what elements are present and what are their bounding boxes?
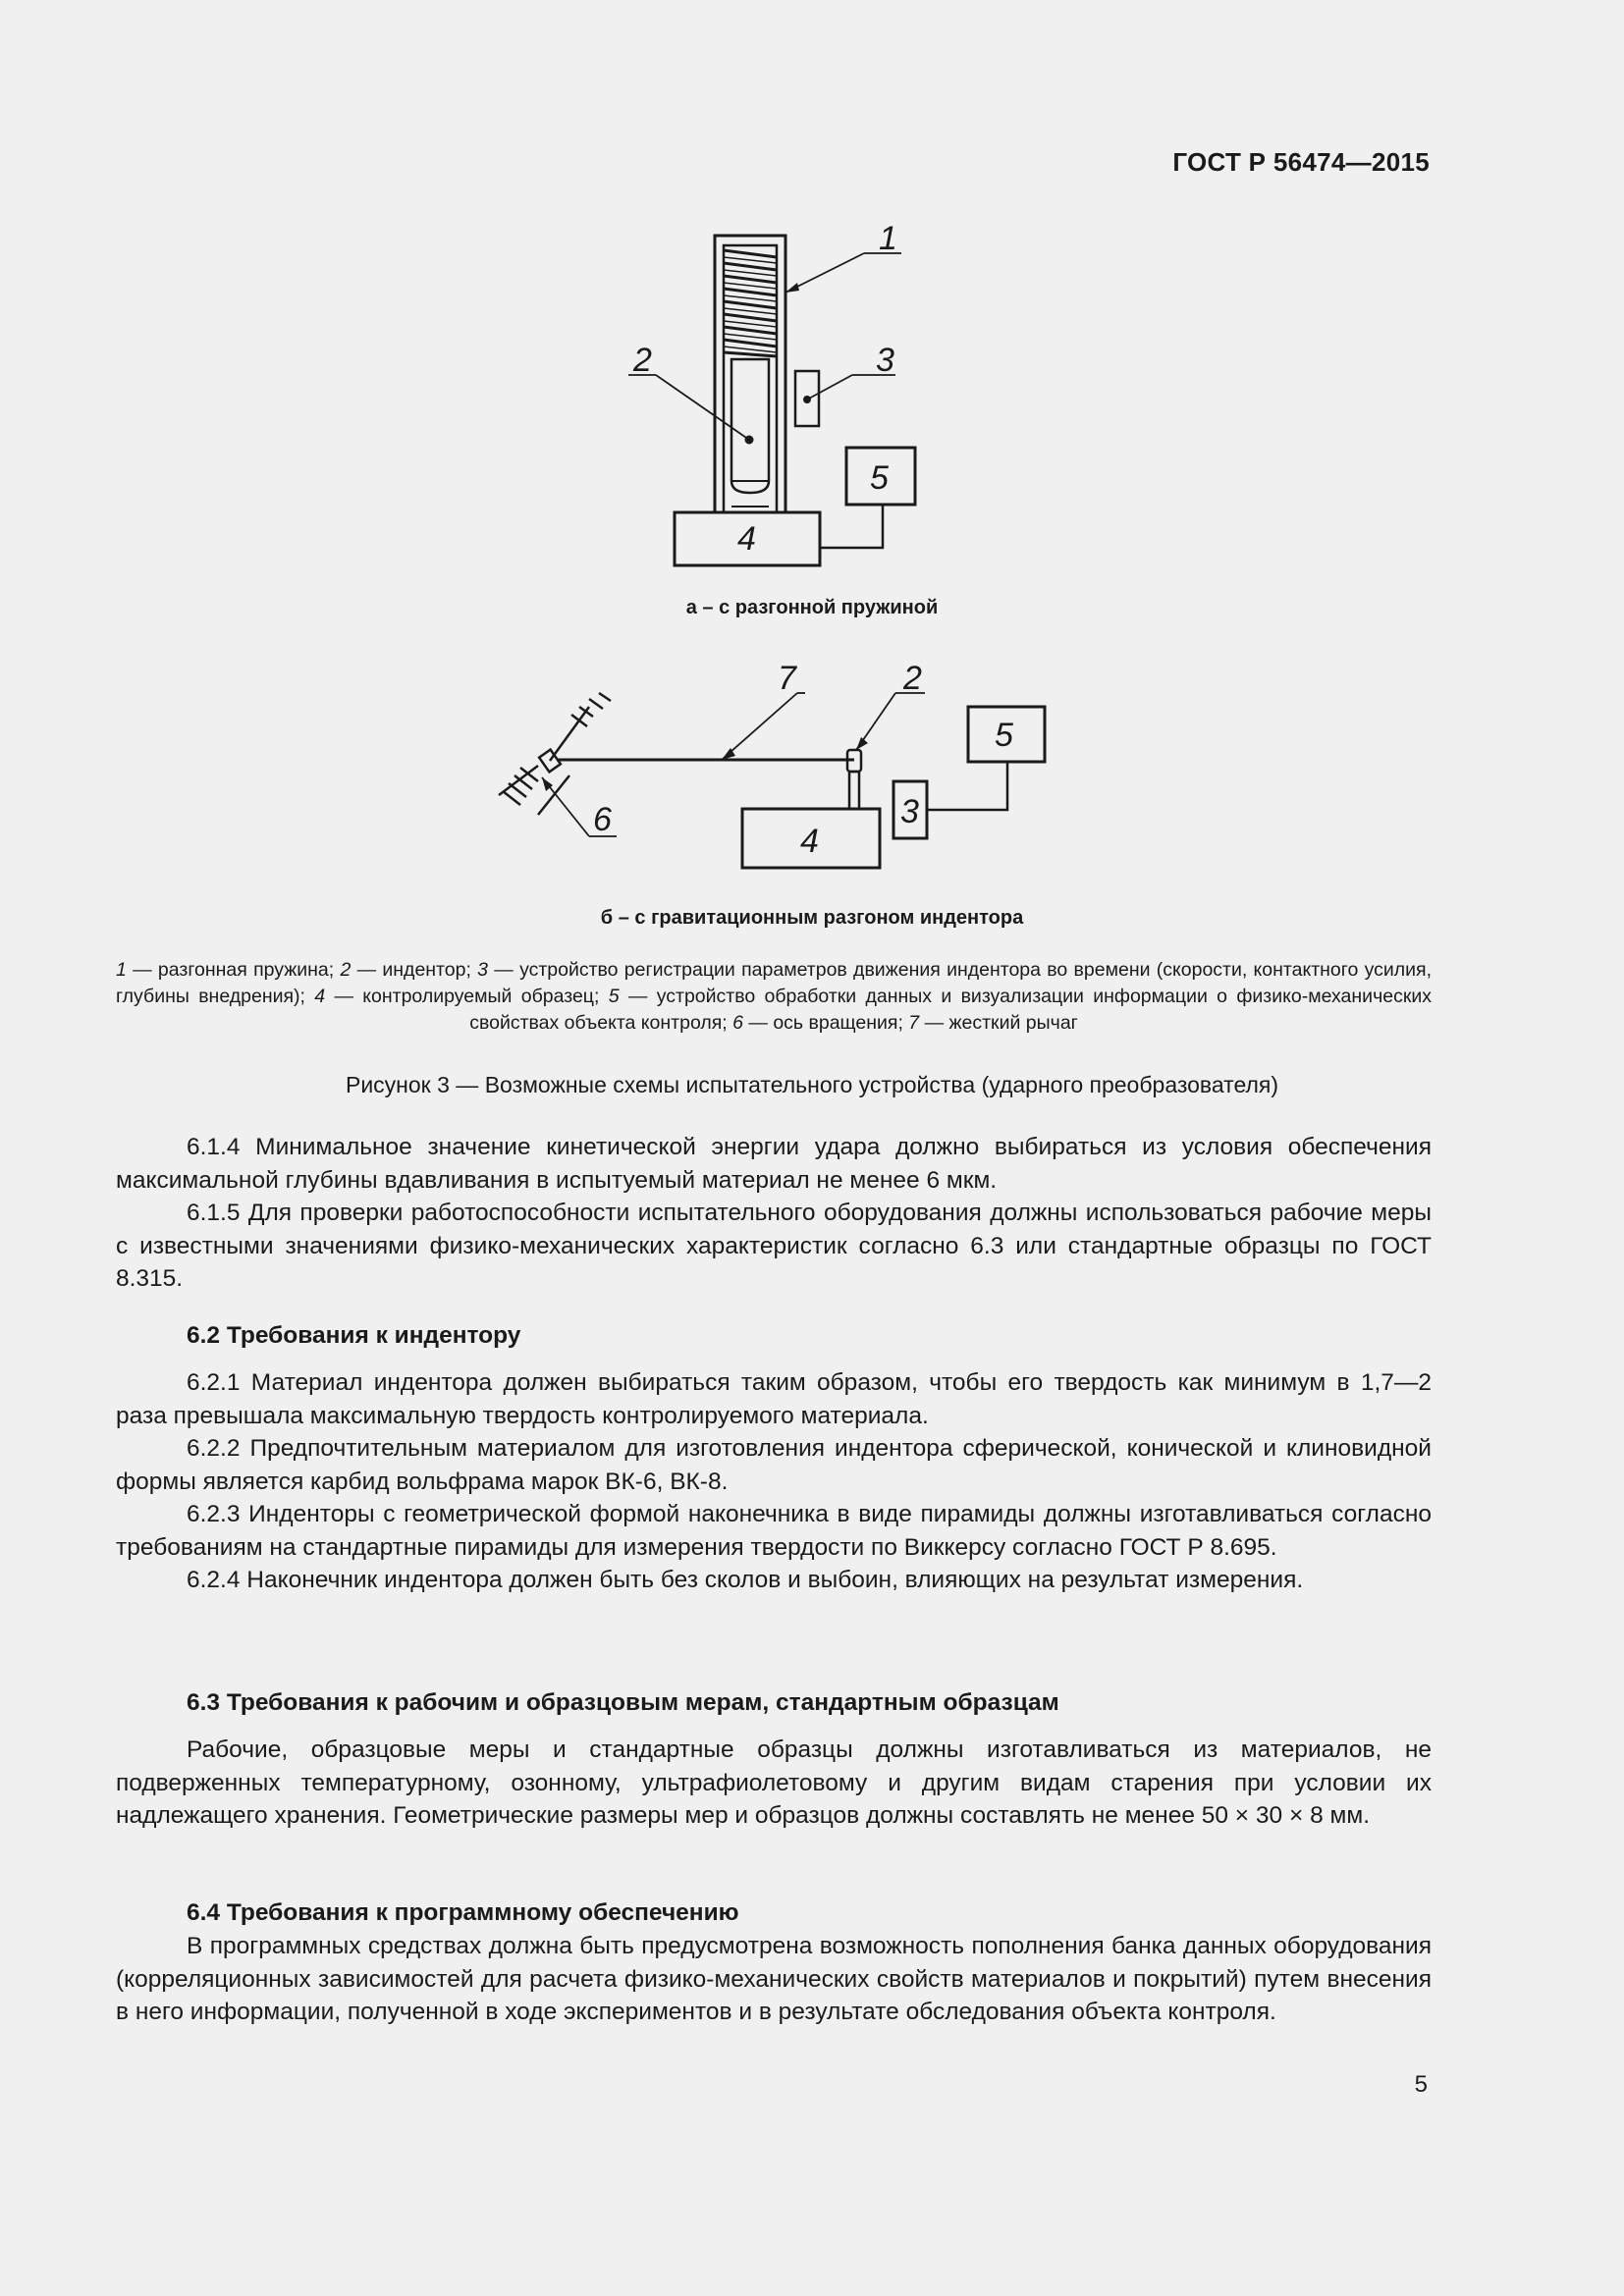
- paragraph-6-2-3: 6.2.3 Инденторы с геометрической формой наконечника в виде пирамиды должны изготавливаться согласно требованиям на стандартные пирамиды для измерения твердости по Виккерсу согласно ГОСТ Р 8.695.: [116, 1501, 1432, 1561]
- label-b-6: 6: [593, 801, 612, 838]
- label-b-3: 3: [900, 793, 919, 830]
- label-a-4: 4: [737, 520, 756, 558]
- section-6-2: [116, 1319, 1432, 1353]
- label-a-5: 5: [870, 459, 889, 497]
- section-6-3: [116, 1686, 1432, 1720]
- paragraph-6-3: Рабочие, образцовые меры и стандартные образцы должны изготавливаться из материалов, не подверженных температурному, озонному, ультрафиолетовому и другим видам старения при условии их надлежащего хранения. Геометрические размеры мер и образцов должны составлять не менее 50 × 30 × 8 мм.: [116, 1736, 1432, 1829]
- paragraph-6-2-4: 6.2.4 Наконечник индентора должен быть без сколов и выбоин, влияющих на результат измерения.: [187, 1567, 1304, 1593]
- legend-num-3: 3: [477, 959, 489, 981]
- section-6-1-continued: [116, 1131, 1432, 1296]
- diagram-b: [499, 693, 1045, 868]
- diagram-a: [628, 236, 915, 565]
- legend-num-6: 6: [732, 1012, 743, 1034]
- legend-text-2: — индентор;: [351, 959, 478, 981]
- label-a-1: 1: [879, 220, 897, 257]
- figure-legend: [116, 957, 1432, 1037]
- paragraph-6-2-1: 6.2.1 Материал индентора должен выбираться таким образом, чтобы его твердость как минимум в 1,7—2 раза превышала максимальную твердость контролируемого материала.: [116, 1369, 1432, 1429]
- legend-text-6: — ось вращения;: [743, 1012, 909, 1034]
- page-number: 5: [1414, 2071, 1428, 2098]
- legend-text-7: — жесткий рычаг: [919, 1012, 1078, 1034]
- legend-num-4: 4: [314, 986, 326, 1007]
- heading-6-2: 6.2 Требования к индентору: [187, 1322, 521, 1349]
- paragraph-6-2-2: 6.2.2 Предпочтительным материалом для изготовления индентора сферической, конической и клиновидной формы является карбид вольфрама марок ВК-6, ВК-8.: [116, 1435, 1432, 1495]
- section-6-2-body: [116, 1366, 1432, 1597]
- label-b-4: 4: [800, 823, 819, 860]
- figure-title: Рисунок 3 — Возможные схемы испытательного устройства (ударного преобразователя): [345, 1072, 1279, 1097]
- legend-num-2: 2: [340, 959, 352, 981]
- label-b-2: 2: [903, 660, 922, 697]
- legend-text-3: — устройство регистрации параметров движения индентора во времени (скорости, контактного усилия, глубины внедрения);: [116, 959, 1432, 1007]
- legend-text-1: — разгонная пружина;: [126, 959, 341, 981]
- heading-6-3: 6.3 Требования к рабочим и образцовым мерам, стандартным образцам: [187, 1689, 1059, 1716]
- label-b-7: 7: [778, 660, 796, 697]
- label-a-2: 2: [633, 342, 652, 379]
- legend-text-5: — устройство обработки данных и визуализации информации о физико-механических свойствах объекта контроля;: [469, 986, 1432, 1034]
- paragraph-6-1-5: 6.1.5 Для проверки работоспособности испытательного оборудования должны использоваться рабочие меры с известными значениями физико-механических характеристик согласно 6.3 или стандартные образцы по ГОСТ 8.315.: [116, 1200, 1432, 1292]
- label-b-5: 5: [995, 717, 1013, 754]
- paragraph-6-4: В программных средствах должна быть предусмотрена возможность пополнения банка данных оборудования (корреляционных зависимостей для расчета физико-механических свойств материалов и покрытий) путем внесения в него информации, полученной в ходе экспериментов и в результате обследования объекта контроля.: [116, 1933, 1432, 2025]
- label-a-3: 3: [876, 342, 894, 379]
- section-6-3-body: [116, 1734, 1432, 1833]
- legend-num-1: 1: [116, 959, 127, 981]
- caption-a: а – с разгонной пружиной: [685, 597, 939, 618]
- paragraph-6-1-4: 6.1.4 Минимальное значение кинетической энергии удара должно выбираться из условия обеспечения максимальной глубины вдавливания в испытуемый материал не менее 6 мкм.: [116, 1134, 1432, 1194]
- heading-6-4: 6.4 Требования к программному обеспечению: [187, 1899, 739, 1926]
- spring-coils: [724, 250, 777, 356]
- figure-diagrams: [0, 0, 1624, 903]
- document-header: ГОСТ Р 56474—2015: [1172, 147, 1430, 177]
- indentor-body: [731, 359, 769, 493]
- caption-b: б – с гравитационным разгоном индентора: [600, 907, 1024, 929]
- section-6-4: [116, 1896, 1432, 1930]
- legend-num-7: 7: [908, 1012, 920, 1034]
- legend-num-5: 5: [608, 986, 620, 1007]
- legend-text-4: — контролируемый образец;: [325, 986, 609, 1007]
- section-6-4-body: [116, 1930, 1432, 2029]
